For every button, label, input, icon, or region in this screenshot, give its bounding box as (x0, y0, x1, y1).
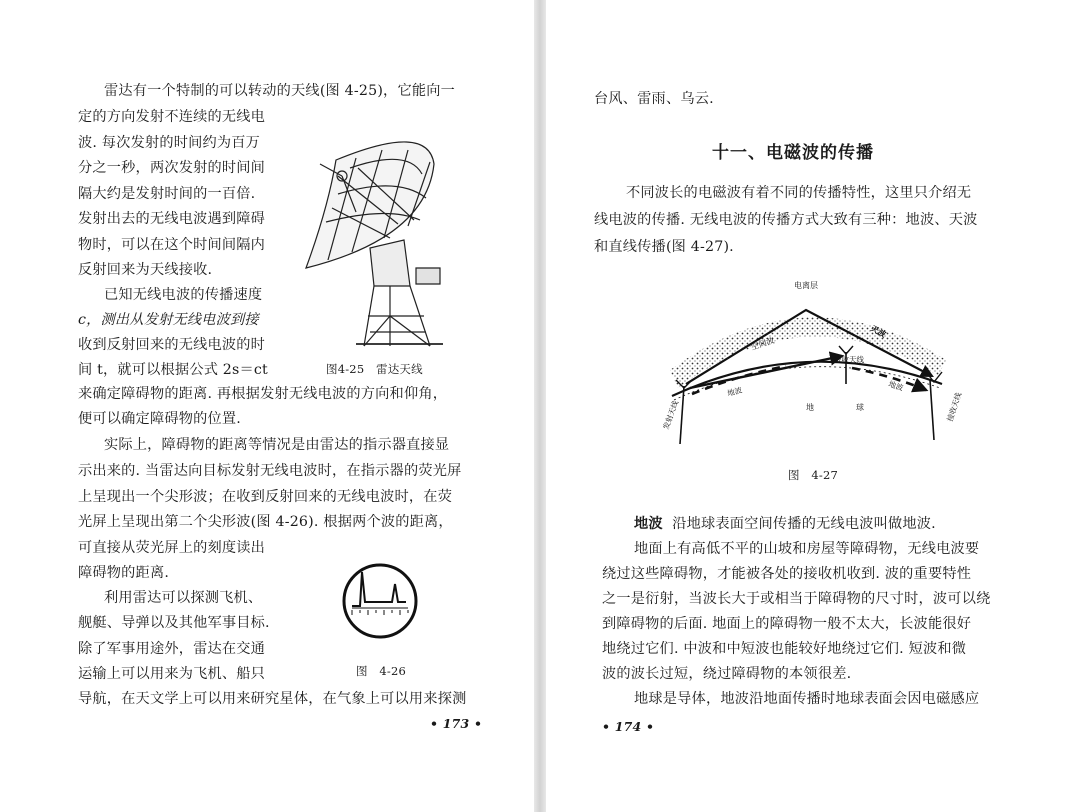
text-line: 利用雷达可以探测飞机、 (104, 590, 263, 606)
text-line: 示出来的. 当雷达向目标发射无线电波时，在指示器的荧光屏 (78, 463, 462, 479)
figure-caption: 图 4-26 (356, 664, 407, 678)
text-line: 反射回来为天线接收. (78, 262, 213, 278)
text-line: 光屏上呈现出第二个尖形波(图 4-26). 根据两个波的距离， (78, 514, 453, 530)
text-line: 障碍物的距离. (78, 565, 170, 581)
text-line: 线电波的传播. 无线电波的传播方式大致有三种：地波、天波 (594, 212, 978, 228)
transmit-antenna-label: 发射天线 (661, 399, 681, 431)
wave-propagation-diagram (656, 272, 964, 452)
text-line: 波. 每次发射的时间约为百万 (78, 135, 261, 151)
text-line: 定的方向发射不连续的无线电 (78, 109, 266, 125)
text-line: c，测出从发射无线电波到接 (78, 312, 259, 328)
text-line: 收到反射回来的无线电波的时 (78, 337, 266, 353)
page-number: • 174 • (602, 719, 655, 734)
text-line: 不同波长的电磁波有着不同的传播特性，这里只介绍无 (626, 185, 972, 201)
text-line: 上呈现出一个尖形波；在收到反射回来的无线电波时，在荧 (78, 489, 453, 505)
ionosphere-label: 电离层 (794, 281, 818, 290)
text-line: 运输上可以用来为飞机、船只 (78, 666, 266, 682)
receive-antenna-label: 接收天线 (945, 391, 964, 423)
page-gutter (534, 0, 546, 812)
text-line: 和直线传播(图 4-27). (594, 239, 734, 255)
text-line: 分之一秒，两次发射的时间间 (78, 160, 266, 176)
figure-caption: 图 4-27 (788, 468, 839, 482)
earth-label: 球 (856, 403, 864, 412)
text-line: 导航，在天文学上可以用来研究星体，在气象上可以用来探测 (78, 691, 467, 707)
earth-label: 地 (806, 403, 814, 412)
text-line: 到障碍物的后面. 地面上的障碍物一般不太大，长波能很好 (602, 616, 972, 632)
ground-wave-label: 地波 (887, 379, 905, 393)
sky-wave-label: 天波 (869, 323, 888, 340)
text-line: 绕过这些障碍物，才能被各处的接收机收到. 波的重要特性 (602, 566, 972, 582)
text-line: 已知无线电波的传播速度 (104, 287, 263, 303)
text-line: 之一是衍射，当波长大于或相当于障碍物的尺寸时，波可以绕 (602, 591, 991, 607)
section-heading: 十一、电磁波的传播 (712, 143, 874, 163)
text-line: 隔大约是发射时间的一百倍. (78, 186, 256, 202)
left-page (0, 0, 534, 812)
text-line: 实际上，障碍物的距离等情况是由雷达的指示器直接显 (104, 437, 450, 453)
radar-antenna-illustration (298, 128, 448, 346)
text-line: 地面上有高低不平的山坡和房屋等障碍物，无线电波要 (634, 541, 980, 557)
text-line: 地绕过它们. 中波和中短波也能较好地绕过它们. 短波和微 (602, 641, 967, 657)
text-line: 雷达有一个特制的可以转动的天线(图 4-25)，它能向一 (104, 83, 455, 99)
figure-caption: 图4-25 雷达天线 (326, 362, 423, 376)
text-line: 可直接从荧光屏上的刻度读出 (78, 540, 266, 556)
right-page (546, 0, 1080, 812)
page-number: • 173 • (430, 716, 483, 731)
text-line: 发射出去的无线电波遇到障碍 (78, 211, 266, 227)
text-line: 间 t，就可以根据公式 2s＝ct (78, 362, 268, 378)
text-line: 波的波长过短，绕过障碍物的本领很差. (602, 666, 852, 682)
text-line: 除了军事用途外，雷达在交通 (78, 641, 266, 657)
text-line: 便可以确定障碍物的位置. (78, 411, 241, 427)
text-line: 舰艇、导弹以及其他军事目标. (78, 615, 270, 631)
text-line: 地球是导体，地波沿地面传播时地球表面会因电磁感应 (634, 691, 980, 707)
text-line (634, 515, 936, 533)
space-wave-label: 空间波 (749, 335, 776, 352)
ground-wave-term: 地波 (634, 516, 663, 532)
text-line: 物时，可以在这个时间间隔内 (78, 237, 266, 253)
oscilloscope-screen-illustration (340, 560, 420, 642)
text-line: 台风、雷雨、乌云. (594, 91, 714, 107)
ground-wave-label: 地波 (726, 385, 744, 398)
text-line: 来确定障碍物的距离. 再根据发射无线电波的方向和仰角， (78, 386, 448, 402)
receive-antenna-label: 接收天线 (834, 355, 864, 364)
ground-wave-definition: 沿地球表面空间传播的无线电波叫做地波. (672, 516, 936, 532)
